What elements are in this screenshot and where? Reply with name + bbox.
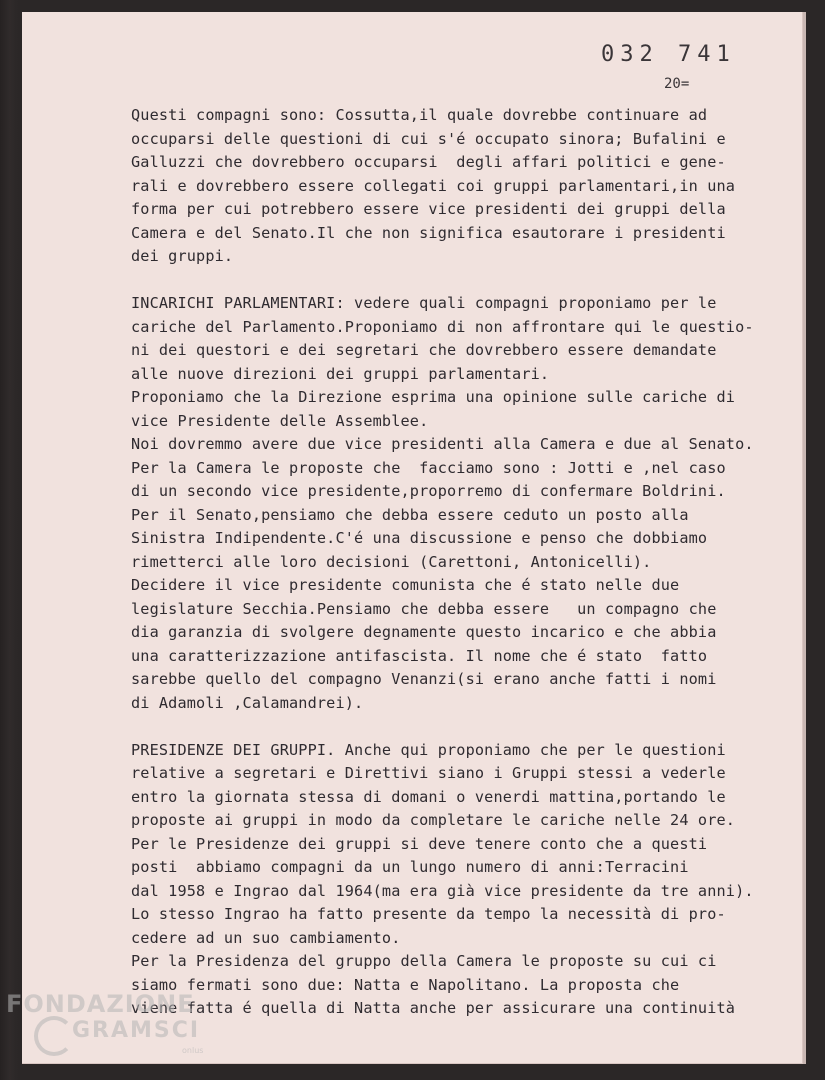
watermark-line-1: FONDAZIONE — [6, 990, 195, 1018]
page-edge — [803, 12, 806, 1064]
watermark-line-2: GRAMSCI — [72, 1018, 201, 1043]
text-line: proposte ai gruppi in modo da completare le cariche nelle 24 ore. — [131, 811, 736, 829]
text-line: Questi compagni sono: Cossutta,il quale dovrebbe continuare ad — [131, 106, 708, 124]
text-line: una caratterizzazione antifascista. Il nome che é stato fatto — [131, 646, 708, 665]
text-line: dei gruppi. — [131, 247, 234, 265]
text-line: dia garanzia di svolgere degnamente questo incarico e che abbia — [131, 623, 717, 641]
text-line: INCARICHI PARLAMENTARI: vedere quali compagni proponiamo per le — [131, 294, 717, 312]
watermark-line-3: onlus — [182, 1046, 204, 1055]
text-line: occuparsi delle questioni di cui s'é occupato sinora; Bufalini e — [131, 129, 726, 148]
gramsci-logo-icon — [34, 1016, 74, 1056]
text-line: di Adamoli ,Calamandrei). — [131, 693, 364, 712]
text-line: alle nuove direzioni dei gruppi parlamentari. — [131, 364, 550, 383]
text-line: Camera e del Senato.Il che non significa esautorare i presidenti — [131, 223, 726, 242]
paragraph-gap — [131, 269, 791, 293]
text-line: Noi dovremmo avere due vice presidenti alla Camera e due al Senato. — [131, 435, 754, 453]
text-line: Per la Camera le proposte che facciamo sono : Jotti e ,nel caso — [131, 458, 726, 477]
text-line: rali e dovrebbero essere collegati coi gruppi parlamentari,in una — [131, 176, 736, 195]
text-line: legislature Secchia.Pensiamo che debba essere un compagno che — [131, 599, 717, 618]
text-line: Per la Presidenza del gruppo della Camera le proposte su cui ci — [131, 952, 717, 970]
paragraph-gap — [131, 715, 791, 739]
text-line: posti abbiamo compagni da un lungo numero di anni:Terracini — [131, 858, 689, 876]
text-line: Proponiamo che la Direzione esprima una opinione sulle cariche di — [131, 388, 736, 406]
text-line: cedere ad un suo cambiamento. — [131, 928, 401, 947]
text-line: di un secondo vice presidente,proporremo di confermare Boldrini. — [131, 482, 726, 500]
text-line: ni dei questori e dei segretari che dovrebbero essere demandate — [131, 341, 717, 359]
text-line: cariche del Parlamento.Proponiamo di non affrontare qui le questio- — [131, 317, 754, 336]
archive-number: 032 741 — [601, 42, 736, 67]
text-line: Per il Senato,pensiamo che debba essere ceduto un posto alla — [131, 505, 689, 524]
text-line: relative a segretari e Direttivi siano i Gruppi stessi a vederle — [131, 764, 726, 782]
text-line: rimetterci alle loro decisioni (Carettoni, Antonicelli). — [131, 552, 652, 571]
text-line: forma per cui potrebbero essere vice presidenti dei gruppi della — [131, 200, 726, 218]
text-line: vice Presidente delle Assemblee. — [131, 411, 429, 430]
text-line: Per le Presidenze dei gruppi si deve tenere conto che a questi — [131, 834, 708, 853]
text-line: viene fatta é quella di Natta anche per assicurare una continuità — [131, 999, 736, 1017]
text-line: sarebbe quello del compagno Venanzi(si erano anche fatti i nomi — [131, 670, 717, 688]
text-line: Sinistra Indipendente.C'é una discussione e penso che dobbiamo — [131, 529, 708, 547]
text-line: siamo fermati sono due: Natta e Napolitano. La proposta che — [131, 975, 680, 994]
text-line: dal 1958 e Ingrao dal 1964(ma era già vice presidente da tre anni). — [131, 881, 754, 900]
text-line: PRESIDENZE DEI GRUPPI. Anche qui proponiamo che per le questioni — [131, 740, 726, 759]
text-line: Lo stesso Ingrao ha fatto presente da tempo la necessità di pro- — [131, 905, 726, 923]
text-line: entro la giornata stessa di domani o venerdi mattina,portando le — [131, 787, 726, 806]
typed-text-body — [131, 104, 791, 1021]
text-line: Galluzzi che dovrebbero occuparsi degli affari politici e gene- — [131, 153, 726, 171]
text-line: Decidere il vice presidente comunista che é stato nelle due — [131, 576, 680, 594]
page-number: 20= — [664, 76, 690, 92]
fondazione-gramsci-watermark — [6, 990, 206, 1070]
